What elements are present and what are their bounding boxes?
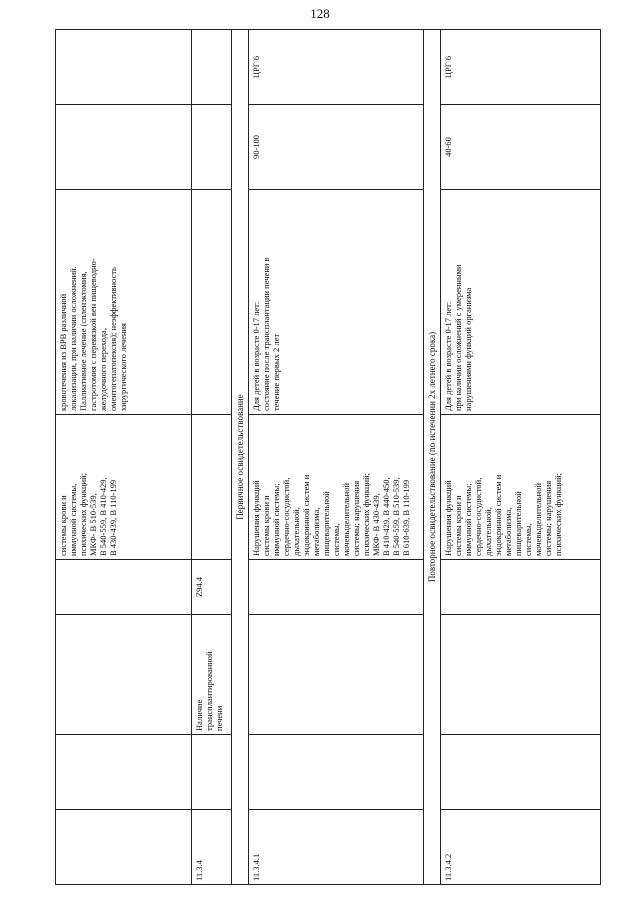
- cell-empty: [249, 615, 424, 735]
- cell-empty: [192, 415, 232, 560]
- section-row-repeat: [424, 30, 441, 885]
- cell-empty: [441, 735, 601, 810]
- cell-functions: Нарушения функций системы крови и иммунной системы; сердечно-сосудистой, дыхательной, эндокринной систем и метаболизма, пищеварительной системы, мочевыделительной системы; нарушения психических функций; МКФ- В 430-439, В 410-429, В 440-450, В 540-559, В 510-539, В 610-639, В 110-199: [249, 415, 424, 560]
- cell-code: 11.3.4.1: [249, 810, 424, 885]
- cell-empty: [56, 615, 192, 735]
- cell-empty: [192, 735, 232, 810]
- cell-empty: [249, 560, 424, 615]
- section-title: Первичное освидетельствование: [232, 30, 249, 885]
- cell-empty: [56, 560, 192, 615]
- cell-criteria: кровотечения из ВРВ различной локализации, при наличии осложнений. Паллиативное лечение (спленэктомия, гастротомия с перевязкой вен пищеводно- желудочного перехода, оментогепатопексия); неэффективность хирургического лечения: [56, 190, 192, 415]
- cell-empty: [56, 735, 192, 810]
- cell-empty: [56, 30, 192, 105]
- cell-empty: [441, 615, 601, 735]
- cell-icd-code: Z94.4: [192, 560, 232, 615]
- table-row-11-3-4: [192, 30, 232, 885]
- cell-code: 11.3.4.2: [441, 810, 601, 885]
- cell-functions: системы крови и иммунной системы, психических функций; МКФ- В 510-539, В 540-559, В 410-429, В 430-439, В 110-199: [56, 415, 192, 560]
- section-row-primary: [232, 30, 249, 885]
- cell-functions: Нарушения функций системы крови и иммунной системы; сердечно-сосудистой, дыхательной, эндокринной систем и метаболизма, пищеварительной системы, мочевыделительной системы; нарушения психических функций;: [441, 415, 601, 560]
- rotated-page-content: [55, 30, 630, 885]
- cell-percent: 40-60: [441, 105, 601, 190]
- cell-empty: [441, 560, 601, 615]
- cell-empty: [192, 190, 232, 415]
- page-number: 128: [310, 6, 330, 21]
- cell-criteria: Для детей в возрасте 0-17 лет: при наличии осложнений с умеренными нарушениями функций организма: [441, 190, 601, 415]
- cell-group: ЦРГ 6: [249, 30, 424, 105]
- table-row-11-3-4-2: [441, 30, 601, 885]
- cell-percent: 90-100: [249, 105, 424, 190]
- cell-code: 11.3.4: [192, 810, 232, 885]
- cell-empty: [56, 105, 192, 190]
- table-row-11-3-4-1: [249, 30, 424, 885]
- criteria-table: [55, 29, 601, 885]
- cell-group: ЦРГ 6: [441, 30, 601, 105]
- section-title: Повторное освидетельствование (по истечении 2х летнего срока): [424, 30, 441, 885]
- cell-empty: [192, 105, 232, 190]
- cell-criteria: Для детей в возрасте 0-17 лет: состояние после трансплантации печени в течение первых 2 лет: [249, 190, 424, 415]
- cell-empty: [249, 735, 424, 810]
- cell-empty: [192, 30, 232, 105]
- cell-code: [56, 810, 192, 885]
- cell-condition: Наличие трансплантированной печени: [192, 615, 232, 735]
- table-row-continuation: [56, 30, 192, 885]
